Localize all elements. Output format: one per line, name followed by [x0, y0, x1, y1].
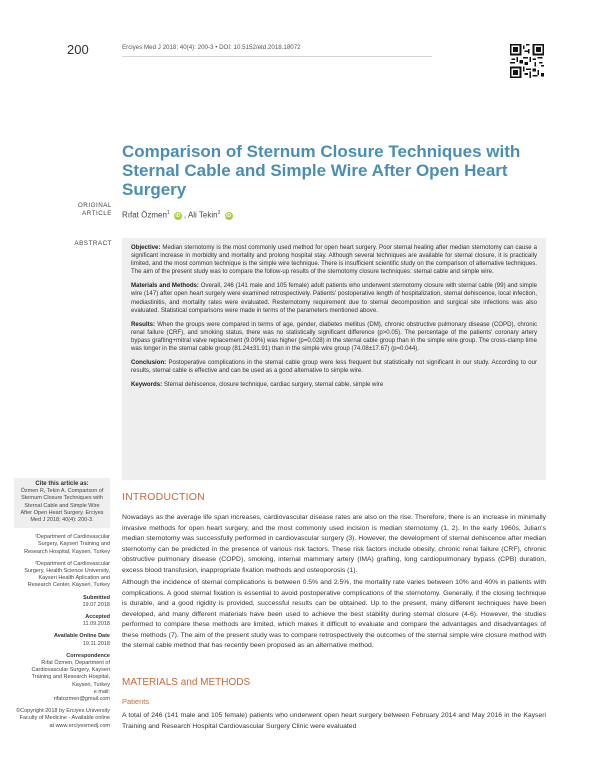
accepted-date	[14, 614, 110, 628]
abstract-box	[122, 238, 546, 480]
abstract-objective	[131, 244, 537, 276]
affiliation-1: ¹Department of Cardiovascular Surgery, Kayseri Training and Research Hospital, Kayseri, Turkey	[24, 534, 110, 555]
patients-paragraph: A total of 246 (141 male and 105 female) patients who underwent open heart surgery between February 2014 and May 2016 in the Kayseri Training and Research Hospital Cardiovascular Surgery Clinic were evaluated	[122, 712, 546, 730]
intro-paragraph-1: Nowadays as the average life span increases, cardiovascular disease rates are also on the rise. Therefore, there is an increase in minimally invasive methods for open heart surgery, and the most commonly used incision is median sternotomy (1, 2). In the early 1960s, Julian's median sternotomy was successfully performed in cardiovascular surgery (3). However, the development of sternal dehiscence after median sternotomy can be predicted in the presence of various risk factors. These risk factors include obesity, chronic renal failure (CRF), chronic obstructive pulmonary disease (COPD), smoking, internal mammary artery (IMA) grafting, long cardiopulmonary bypass (CPB) duration, excess blood transfusion, inappropriate fixation methods and osteoporosis (1).	[122, 514, 546, 574]
copyright: ©Copyright 2018 by Erciyes University Faculty of Medicine - Available online at www.erciyesmedj.com	[16, 708, 110, 729]
patients-subheading: Patients	[122, 697, 150, 706]
results-text: When the groups were compared in terms of age, gender, diabetes mellitus (DM), chronic obstructive pulmonary disease (COPD), chronic renal failure (CRF), and smoking status, there was no statistically significant difference (p>0.05). The percentage of the patients' coronary artery bypass grafting+mitral valve replacement (9.09%) was higher (p=0.028) in the sternal cable group than in the simple wire group. The cross-clamp time was longer in the sternal cable group (81.24±31.91) than in the simple wire group (74.08±17.67) (p=0.044).	[131, 320, 537, 353]
conclusion-label: Conclusion:	[131, 359, 167, 367]
abstract-keywords	[131, 381, 537, 389]
email-link[interactable]: rifatozmen@gmail.com	[53, 696, 110, 703]
objective-text: Median sternotomy is the most commonly used method for open heart surgery. Poor sternal healing after median sternotomy can cause a significant increase in morbidity and mortality and prolong hospital stay. Although several techniques are available for sternal closure, it is practically limited, and the most common technique is the simple wire technique. There is insufficient scientific study on the comparison of alternative techniques. The aim of the present study was to compare the follow-up results of the sternotomy closure techniques: sternal cable and simple wire.	[131, 244, 537, 276]
author-list	[122, 210, 235, 220]
methods-text: Overall, 246 (141 male and 105 female) adult patients who underwent sternotomy closure with sternal cable (99) and simple wire (147) after open heart surgery were examined retrospectively. Patients' postoperative length of hospitalization, sternal dehiscence, local infection, mediastinitis, and mortality rates were evaluated. Resternotomy requirement due to sternal decomposition and surgical site infections was also evaluated. Statistical comparisons were made in terms of the parameters mentioned above.	[131, 282, 538, 314]
keywords-text: Sternal dehiscence, closure technique, cardiac surgery, sternal cable, simple wire	[163, 381, 384, 389]
results-label: Results:	[131, 320, 156, 328]
submitted-label: Submitted	[83, 594, 110, 601]
conclusion-text: Postoperative complications in the sternal cable group were less frequent but statistically not significant in our study. According to our results, sternal cable is effective and can be used as a good alternative to simple wire.	[131, 359, 537, 375]
email-label: e.mail:	[93, 688, 110, 695]
article-title: Comparison of Sternum Closure Techniques with Sternal Cable and Simple Wire After Open Heart Surgery	[122, 142, 521, 199]
objective-label: Objective:	[131, 244, 161, 251]
qr-code-icon	[510, 44, 544, 78]
submitted-date	[14, 595, 110, 609]
abstract-conclusion	[131, 359, 537, 375]
introduction-heading: INTRODUCTION	[122, 491, 205, 503]
article-type-line-2: ARTICLE	[82, 210, 112, 217]
author-name: Ali Tekin	[187, 210, 218, 220]
affiliation-marker: 2	[217, 210, 221, 216]
header-divider	[122, 56, 432, 57]
accepted-value: 11.09.2018	[82, 621, 110, 628]
article-type-line-1: ORIGINAL	[77, 202, 112, 209]
keywords-label: Keywords:	[131, 381, 163, 389]
page-number: 200	[67, 42, 89, 57]
affiliation-marker: 1	[166, 210, 170, 216]
cite-heading: Cite this article as:	[35, 481, 89, 487]
online-value: 19.11.2018	[82, 640, 110, 647]
cite-text: Özmen R, Tekin A. Comparison of Sternum Closure Techniques with Sternal Cable and Simple Wire After Open Heart Surgery. Erciyes Med J 2018; 40(4): 200-3.	[20, 488, 104, 524]
abstract-methods	[131, 282, 537, 314]
correspondence	[14, 653, 110, 703]
intro-paragraph-2: Although the incidence of sternal complications is between 0.5% and 2.5%, the mortality rate varies between 10% and 40% in patients with complications. A good sternal fixation is essential to avoid postoperative complications of the sternotomy. Generally, if the closing technique is durable, and a good rigidity is provided, successful results can be obtained. Up to the present, many different techniques have been developed, and many different materials have been used to achieve the best stability during sternal closure (4-6). However, the studies performed to compare these methods are limited, which makes it difficult to evaluate and compare the advantages and disadvantages of these methods (7). The aim of the present study was to compare retrospectively the outcomes of the sternal simple wire closure method with the sternal cable method that has recently been proposed as an alternative method.	[122, 579, 546, 649]
submitted-value: 19.07.2018	[82, 601, 110, 608]
abstract-results	[131, 321, 537, 353]
journal-citation-line: Erciyes Med J 2018; 40(4): 200-3 • DOI: 10.5152/etd.2018.18072	[122, 44, 301, 51]
accepted-label: Accepted	[85, 614, 110, 621]
correspondence-label: Correspondence	[66, 652, 110, 659]
affiliation-2: ²Department of Cardiovascular Surgery, Health Science University, Kayseri Health Aplication and Research Center, Kayseri, Turkey	[24, 560, 110, 589]
online-label: Available Online Date	[53, 633, 110, 640]
correspondence-text: Rıfat Özmen, Department of Cardiovascular Surgery, Kayseri Training and Research Hospital, Kayseri, Turkey	[31, 660, 110, 688]
orcid-icon[interactable]: iD	[175, 212, 181, 219]
author-separator: ,	[183, 210, 187, 220]
orcid-icon[interactable]: iD	[226, 212, 232, 219]
article-type-label	[40, 202, 112, 218]
cite-box	[14, 478, 110, 528]
methods-label: Materials and Methods:	[131, 282, 199, 290]
abstract-label: ABSTRACT	[74, 240, 112, 247]
author-name: Rıfat Özmen	[122, 210, 167, 220]
article-sidebar	[14, 478, 110, 735]
online-date	[14, 633, 110, 647]
materials-methods-heading: MATERIALS and METHODS	[122, 677, 251, 688]
